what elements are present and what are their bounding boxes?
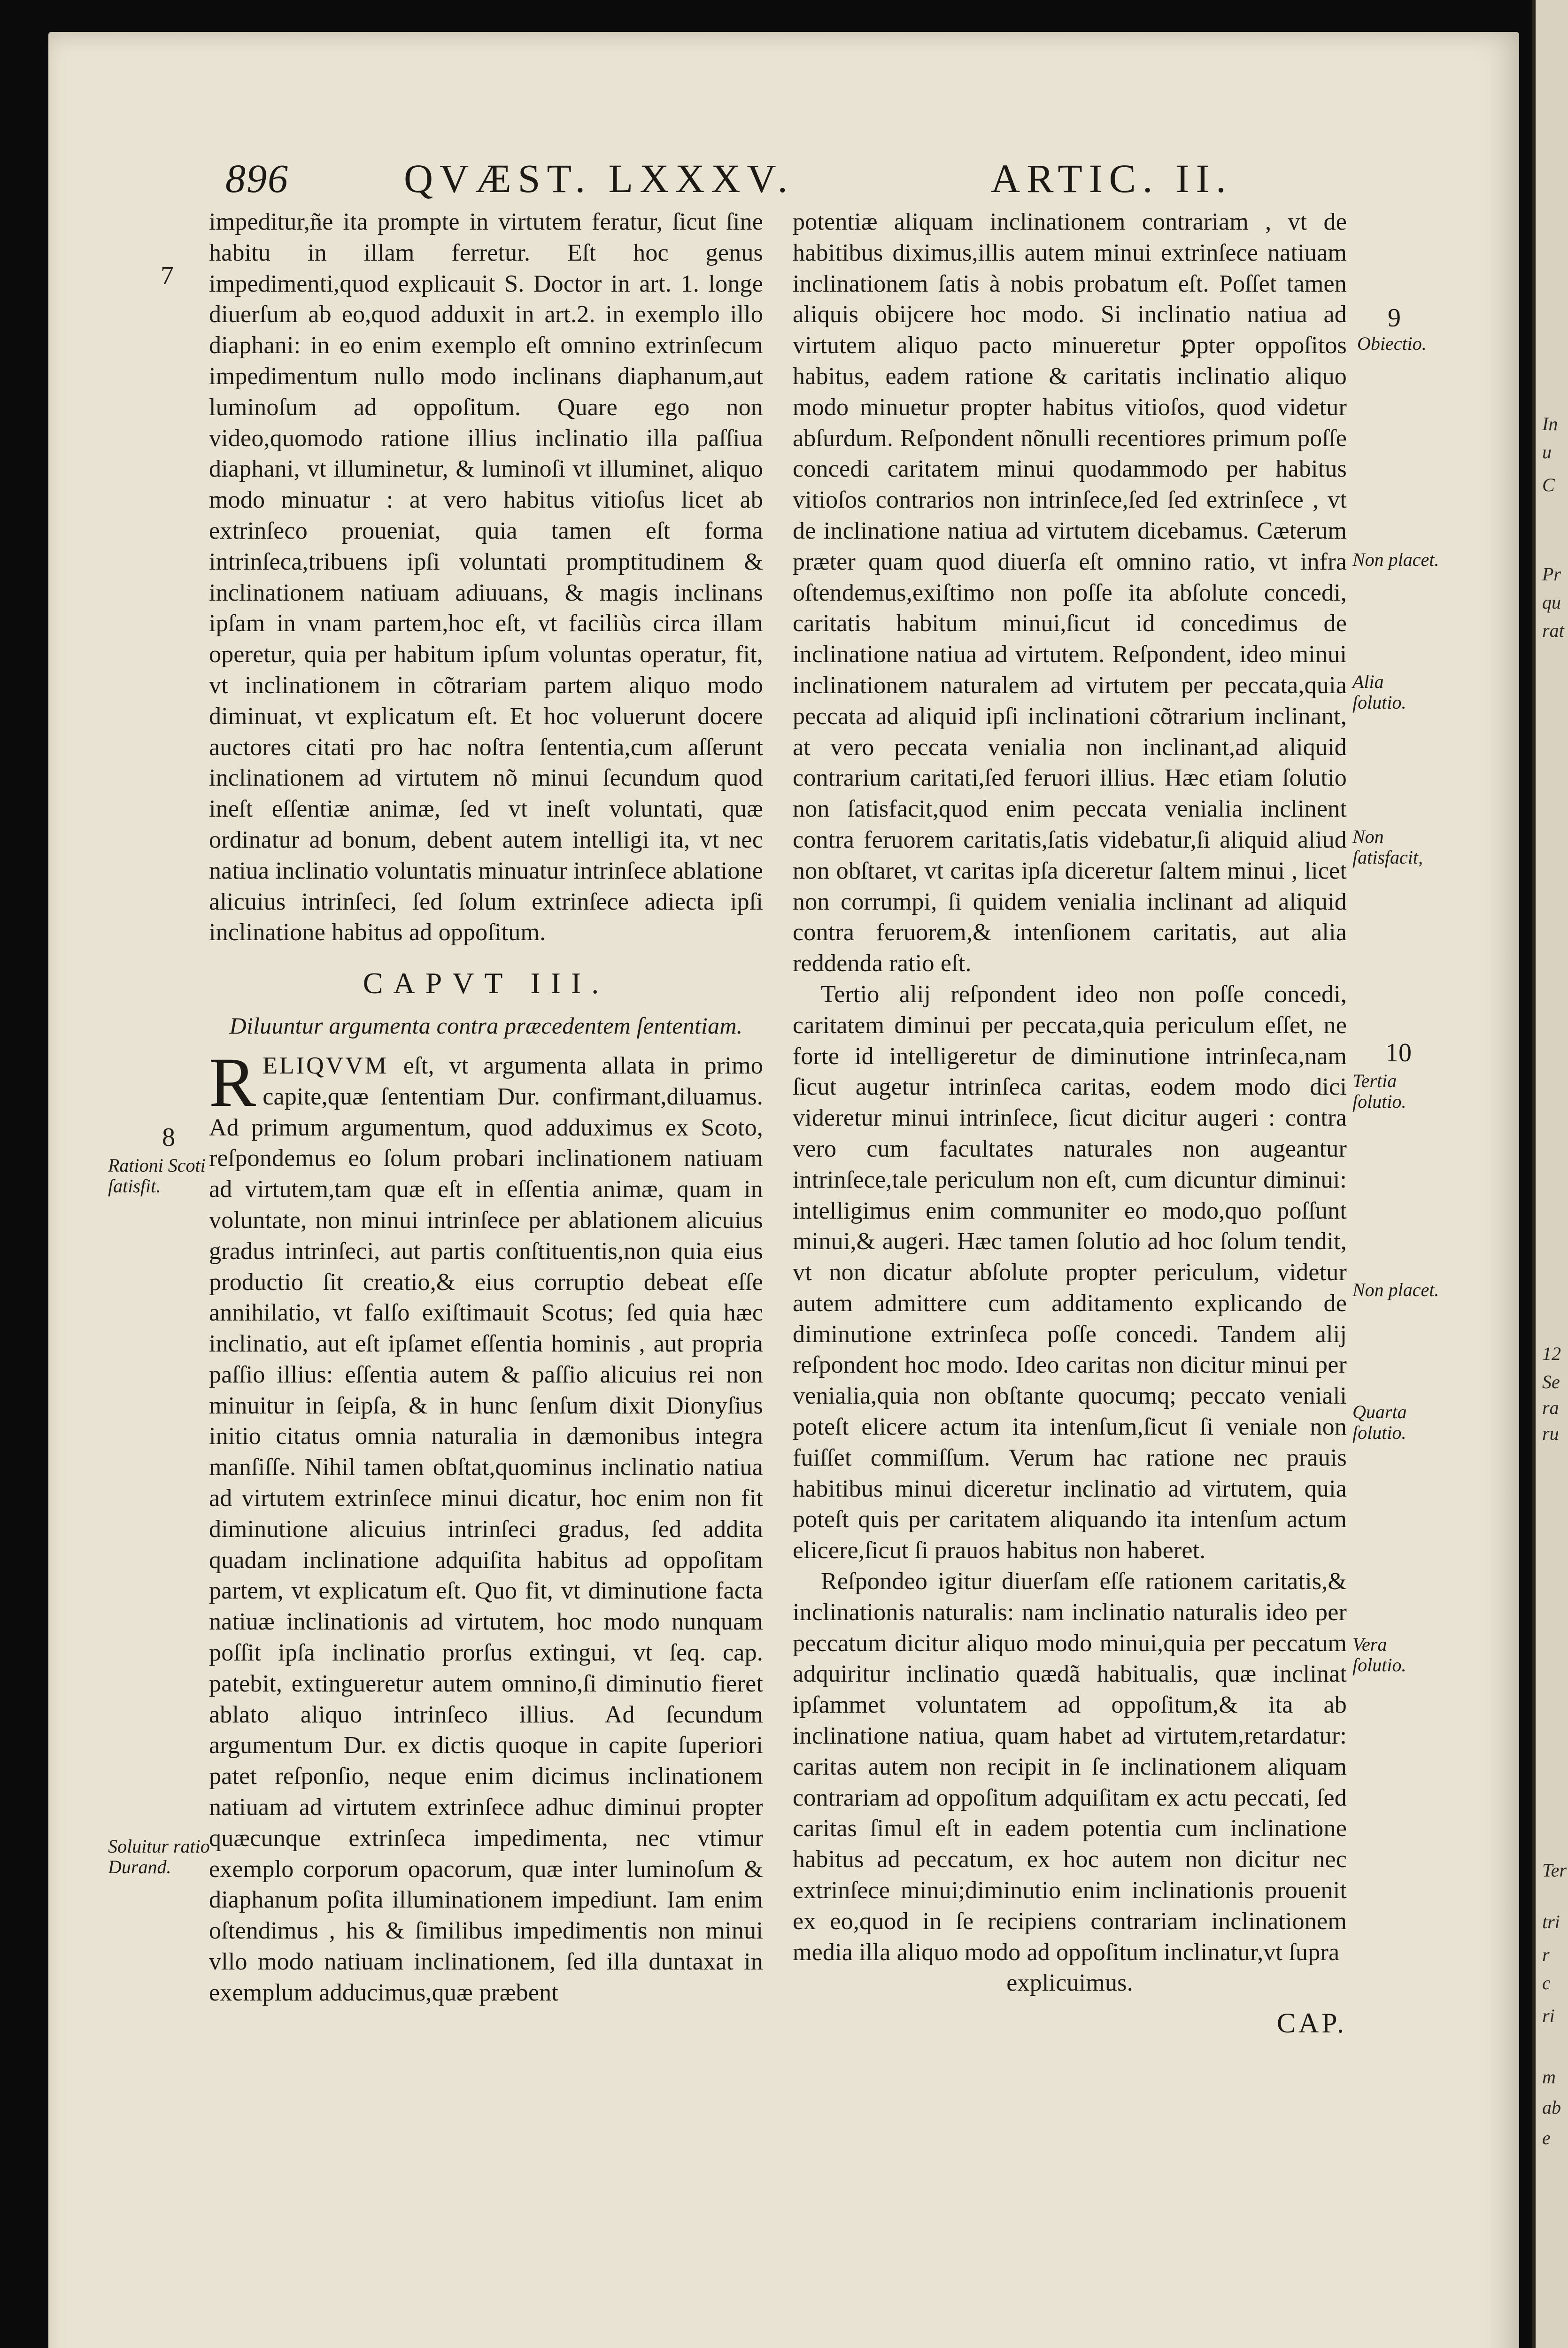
right-paragraph-3: Reſpondeo igitur diuerſam eſſe rationem caritatis,& inclinationis naturalis: nam inclinatio naturalis ideo per peccatum dicitur aliquo modo minui,quia per peccatum adquiritur inclinatio quædã habitualis, quæ inclinat ipſammet voluntatem ad oppoſitum,& ita ab inclinatione natiua, quam habet ad virtutem,retardatur: caritas autem non recipit in ſe inclinationem aliquam contrariam ad oppoſitum adquiſitam ex actu peccati, ſed caritas ſimul eſt in eadem potentia cum inclinatione habitus ad peccatum, ex hoc autem non dicitur nec extrinſece minui;diminutio enim inclinationis prouenit ex eo,quod in ſe recipiens contrariam inclinationem media illa aliquo modo ad oppoſitum inclinatur,vt ſupra [793, 1568, 1347, 1966]
next-page-fragment: tri [1542, 1911, 1560, 1932]
chapter-heading: CAPVT III. [363, 966, 610, 1000]
next-page-fragment: ri [1542, 2005, 1555, 2026]
margin-note-non-placet-2: Non placet. [1352, 1279, 1439, 1300]
next-page-fragment: ru [1542, 1423, 1559, 1444]
next-page-fragment: Se [1542, 1371, 1560, 1392]
margin-number-10: 10 [1385, 1038, 1412, 1067]
margin-note-soluitur-ratio: Soluitur ratio Durand. [108, 1836, 210, 1877]
margin-note-alia-solutio: Alia ſolutio. [1352, 671, 1406, 713]
next-page-fragment: ab [1542, 2097, 1561, 2118]
next-page-fragment: r [1542, 1944, 1550, 1965]
next-page-fragment: C [1542, 474, 1555, 495]
margin-number-8: 8 [162, 1123, 175, 1152]
next-page-fragment: m [1542, 2066, 1556, 2087]
catchword: CAP. [1276, 2008, 1347, 2039]
drop-cap: R [209, 1043, 256, 1121]
next-page-edge [1532, 0, 1568, 2348]
margin-note-rationi-scoti: Rationi Scoti ſatisfit. [108, 1155, 206, 1197]
page-number: 896 [225, 156, 289, 201]
margin-number-7: 7 [161, 261, 174, 290]
right-paragraph-1: potentiæ aliquam inclinationem contrariam , vt de habitibus diximus,illis autem minui extrinſece natiuam inclinationem ſatis à nobis probatum eſt. Poſſet tamen aliquis obijcere hoc modo. Si inclinatio natiua ad virtutem aliquo pacto minueretur ꝑpter oppoſitos habitus, eadem ratione & caritatis inclinatio aliquo modo minuetur propter habitus vitioſos, quod videtur abſurdum. Reſpondent nõnulli recentiores primum poſſe concedi caritatem minui quodammodo per habitus vitioſos contrarios non intrinſece,ſed ſed extrinſece , vt de inclinatione natiua ad virtutem dicebamus. Cæterum præter quam quod diuerſa eſt omnino ratio, vt infra oſtendemus,exiſtimo non poſſe ita abſolute concedi, caritatis habitum minui,ſicut id concedimus de inclinatione natiua ad virtutem. Reſpondent, ideo minui inclinationem naturalem ad virtutem per peccata,quia peccata ad aliquid ipſi inclinationi cõtrarium inclinant, at vero peccata venialia non inclinant,ad aliquid contrarium caritati,ſed feruori illius. Hæc etiam ſolutio non ſatisfacit,quod enim peccata venialia inclinent contra feruorem caritatis,ſatis videbatur,ſi aliquid aliud non obſtaret, vt caritas ipſa diceretur ſaltem minui , licet non corrumpi, ſi quidem venialia inclinant ad aliquid contra feruorem,& intenſionem caritatis, aut alia reddenda ratio eſt. [793, 209, 1347, 977]
right-paragraph-3-end: explicuimus. [1006, 1970, 1133, 1997]
left-paragraph-1: impeditur,ñe ita prompte in virtutem feratur, ſicut ſine habitu in illam ferretur. Eſt hoc genus impedimenti,quod explicauit S. Doctor in art. 1. longe diuerſum ab eo,quod adduxit in art.2. in exemplo illo diaphani: in eo enim exemplo eſt omnino extrinſecum impedimentum nullo modo inclinans diaphanum,aut luminoſum ad oppoſitum. Quare ego non video,quomodo ratione illius inclinatio illa paſſiua diaphani, vt illuminetur, & luminoſi vt illuminet, aliquo modo minuatur : at vero habitus vitioſus licet ab extrinſeco proueniat, quia tamen eſt forma intrinſeca,tribuens ipſi voluntati promptitudinem & inclinationem natiuam adiuuans, & magis inclinans ipſam in vnam partem,hoc eſt, vt faciliùs circa illam operetur, quia per habitum ipſum voluntas operatur, fit, vt inclinationem in cõtrariam partem aliquo modo diminuat, vt explicatum eſt. Et hoc voluerunt docere auctores citati pro hac noſtra ſententia,cum aſſerunt inclinationem ad virtutem nõ minui ſecundum quod ineſt eſſentiæ animæ, ſed vt ineſt voluntati, quæ ordinatur ad bonum, debent autem intelligi ita, vt nec natiua inclinatio voluntatis minuatur intrinſece ablatione alicuius intrinſeci, ſed ſolum extrinſece adiecta ipſi inclinatione habitus ad oppoſitum. [209, 209, 763, 946]
margin-note-non-satisfacit: Non ſatisfacit, [1352, 826, 1423, 868]
margin-note-tertia-solutio: Tertia ſolutio. [1352, 1070, 1406, 1112]
margin-note-quarta-solutio: Quarta ſolutio. [1352, 1401, 1407, 1443]
next-page-fragment: e [1542, 2127, 1551, 2148]
small-caps-opening: ELIQVVM [263, 1052, 388, 1079]
running-head-question: QVÆST. LXXXV. [404, 156, 795, 201]
next-page-fragment: u [1542, 441, 1552, 463]
right-paragraph-2: Tertio alij reſpondent ideo non poſſe concedi, caritatem diminui per peccata,quia periculum eſſet, ne forte id intelligeretur de diminutione intrinſeca,nam ſicut augetur intrinſeca caritas, eodem modo dici videretur minui intrinſece, ſicut dicitur augeri : contra vero cum facultates naturales non augeantur intrinſece,tale periculum non eſt, cum dicuntur diminui: intelligimus enim communiter eo modo,quo poſſunt minui,& augeri. Hæc tamen ſolutio ad hoc ſolum tendit, vt non dicatur abſolute propter periculum, videtur autem admittere cum additamento explicando de diminutione extrinſeca poſſe concedi. Tandem alij reſpondent hoc modo. Ideo caritas non dicitur minui per venialia,quia non obſtante quocumq; peccato veniali poteſt elicere actum ita intenſum,ſicut ſi veniale non fuiſſet commiſſum. Verum hac ratione nec prauis habitibus minui diceretur inclinatio ad virtutem, quia poteſt quis per caritatem aliquando ita intenſum actum elicere,ſicut ſi prauos habitus non haberet. [793, 981, 1347, 1564]
margin-note-vera-solutio: Vera ſolutio. [1352, 1634, 1406, 1676]
margin-number-9: 9 [1388, 303, 1401, 332]
next-page-fragment: ra [1542, 1397, 1559, 1418]
next-page-fragment: qu [1542, 592, 1561, 613]
left-paragraph-2-text: eſt, vt argumenta allata in primo capite,quæ ſententiam Dur. confirmant,diluamus. Ad primum argumentum, quod adduximus ex Scoto, reſpondemus eo ſolum probari inclinationem natiuam ad virtutem,tam quæ eſt in eſſentia animæ, quam in voluntate, non minui intrinſece per ablationem alicuius gradus intrinſeci, aut partis conſtituentis,non quia eius productio ſit creatio,& eius corruptio debeat eſſe annihilatio, vt falſo exiſtimauit Scotus; ſed quia hæc inclinatio, aut eſt ipſamet eſſentia hominis , aut propria paſſio illius: eſſentia autem & paſſio alicuius rei non minuitur in ſeipſa, & in hunc ſenſum dixit Dionyſius initio citatus omnia naturalia in dæmonibus integra manſiſſe. Nihil tamen obſtat,quominus inclinatio natiua ad virtutem extrinſece minui dicatur, hoc enim non fit diminutione alicuius intrinſeci gradus, ſed addita quadam inclinatione adquiſita habitus ad oppoſitam partem, vt explicatum eſt. Quo fit, vt diminutione facta natiuæ inclinationis ad virtutem, hoc modo nunquam poſſit ipſa inclinatio prorſus extingui, vt ſeq. cap. patebit, extingueretur autem omnino,ſi diminutio fieret ablato aliquo intrinſeco illius. Ad ſecundum argumentum Dur. ex dictis quoque in capite ſuperiori patet reſponſio, neque enim dicimus inclinationem natiuam ad virtutem extrinſece adhuc diminui propter quæcunque extrinſeca impedimenta, nec vtimur exemplo corporum opacorum, quæ inter luminoſum & diaphanum poſita illuminationem impediunt. Iam enim oſtendimus , his & ſimilibus impedimentis non minui vllo modo natiuam inclinationem, ſed illa duntaxat in exemplum adducimus,quæ præbent [209, 1052, 763, 2006]
next-page-fragment: Pr [1542, 564, 1561, 585]
next-page-fragment: In [1542, 413, 1558, 434]
next-page-fragment: c [1542, 1972, 1551, 1993]
next-page-fragment: Ter [1542, 1860, 1567, 1881]
right-column [793, 207, 1347, 2039]
chapter-subtitle: Diluuntur argumenta contra præcedentem ſententiam. [229, 1012, 743, 1039]
margin-note-non-placet: Non placet. [1352, 549, 1439, 570]
left-paragraph-2 [209, 1043, 763, 2008]
running-head-article: ARTIC. II. [991, 156, 1233, 201]
next-page-fragment: 12 [1542, 1343, 1561, 1364]
next-page-fragment: rat [1542, 620, 1564, 641]
margin-note-obiectio: Obiectio. [1357, 333, 1427, 354]
left-column [209, 207, 763, 2008]
